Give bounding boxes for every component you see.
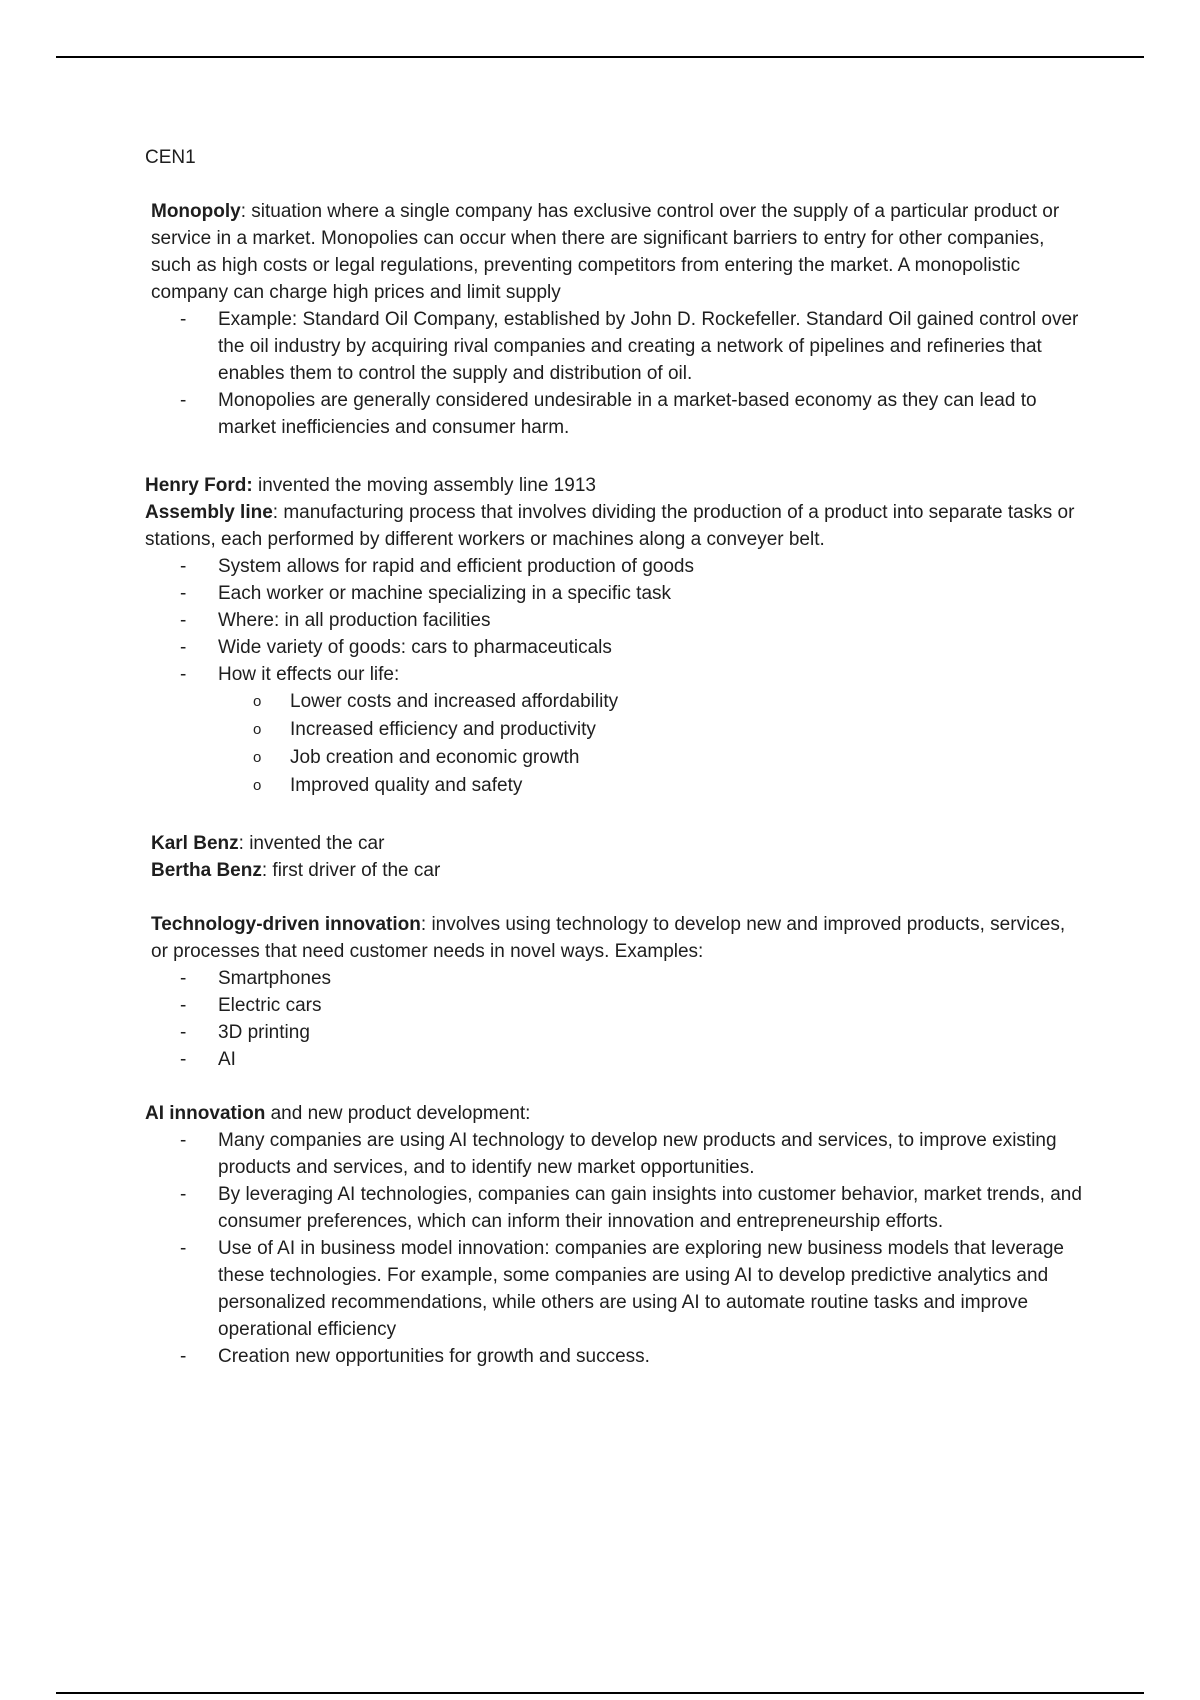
list-item: - How it effects our life: <box>180 664 400 685</box>
list-item: - System allows for rapid and efficient production of goods <box>180 556 694 577</box>
list-item: - Electric cars <box>180 995 322 1016</box>
tech-bullets <box>145 965 1086 1073</box>
top-rule <box>56 56 1144 58</box>
ai-term: AI innovation <box>145 1103 266 1124</box>
bottom-rule <box>56 1692 1144 1694</box>
tech-section <box>151 911 1086 1073</box>
assembly-section <box>145 472 1085 799</box>
ford-term: Henry Ford: <box>145 475 253 496</box>
list-item: - Many companies are using AI technology to develop new products and services, to improve existing products and services, and to identify new market opportunities. <box>180 1130 1057 1178</box>
benz-section <box>151 830 1086 884</box>
ai-section <box>145 1100 1085 1370</box>
monopoly-term: Monopoly <box>151 201 241 222</box>
list-item: - 3D printing <box>180 1022 310 1043</box>
bertha-benz-line: Bertha Benz: first driver of the car <box>151 860 441 881</box>
list-item: - Creation new opportunities for growth and success. <box>180 1346 650 1367</box>
monopoly-text: : situation where a single company has exclusive control over the supply of a particular product or service in a market. Monopolies can occur when there are significant barriers to entry for other companies, such as high costs or legal regulations, preventing competitors from entering the market. A monopolistic company can charge high prices and limit supply <box>151 201 1060 303</box>
list-item: o Increased efficiency and productivity <box>253 719 596 740</box>
ai-bullets <box>145 1127 1085 1370</box>
monopoly-definition <box>151 198 1086 306</box>
list-item: - Example: Standard Oil Company, established by John D. Rockefeller. Standard Oil gained control over the oil industry by acquiring rival companies and creating a network of pipelines and refineries that enables them to control the supply and distribution of oil. <box>180 309 1079 384</box>
assembly-sub-bullets <box>145 688 1085 799</box>
list-item: - Where: in all production facilities <box>180 610 491 631</box>
list-item: - By leveraging AI technologies, companies can gain insights into customer behavior, market trends, and consumer preferences, which can inform their innovation and entrepreneurship efforts. <box>180 1184 1082 1232</box>
tech-definition: Technology-driven innovation: involves using technology to develop new and improved products, services, or processes that need customer needs in novel ways. Examples: <box>151 914 1066 962</box>
list-item: - Use of AI in business model innovation: companies are exploring new business models that leverage these technologies. For example, some companies are using AI to develop predictive analytics and personalized recommendations, while others are using AI to automate routine tasks and improve operational efficiency <box>180 1238 1064 1340</box>
karl-benz-term: Karl Benz <box>151 833 239 854</box>
assembly-term: Assembly line <box>145 502 273 523</box>
assembly-bullets <box>145 553 1085 688</box>
list-item: - Each worker or machine specializing in a specific task <box>180 583 672 604</box>
page-header: CEN1 <box>145 147 196 168</box>
bertha-benz-term: Bertha Benz <box>151 860 262 881</box>
list-item: - Wide variety of goods: cars to pharmaceuticals <box>180 637 612 658</box>
monopoly-bullets <box>145 306 1086 441</box>
assembly-definition: Assembly line: manufacturing process that involves dividing the production of a product into separate tasks or stations, each performed by different workers or machines along a conveyer belt. <box>145 502 1075 550</box>
karl-benz-line: Karl Benz: invented the car <box>151 833 385 854</box>
list-item: o Job creation and economic growth <box>253 747 580 768</box>
list-item: - Monopolies are generally considered undesirable in a market-based economy as they can lead to market inefficiencies and consumer harm. <box>180 390 1037 438</box>
list-item: o Lower costs and increased affordability <box>253 691 619 712</box>
tech-term: Technology-driven innovation <box>151 914 421 935</box>
list-item: o Improved quality and safety <box>253 775 523 796</box>
list-item: - Smartphones <box>180 968 332 989</box>
monopoly-section <box>151 198 1086 441</box>
list-item: - AI <box>180 1049 236 1070</box>
ford-line: Henry Ford: invented the moving assembly line 1913 <box>145 475 596 496</box>
ai-heading: AI innovation and new product development: <box>145 1103 531 1124</box>
